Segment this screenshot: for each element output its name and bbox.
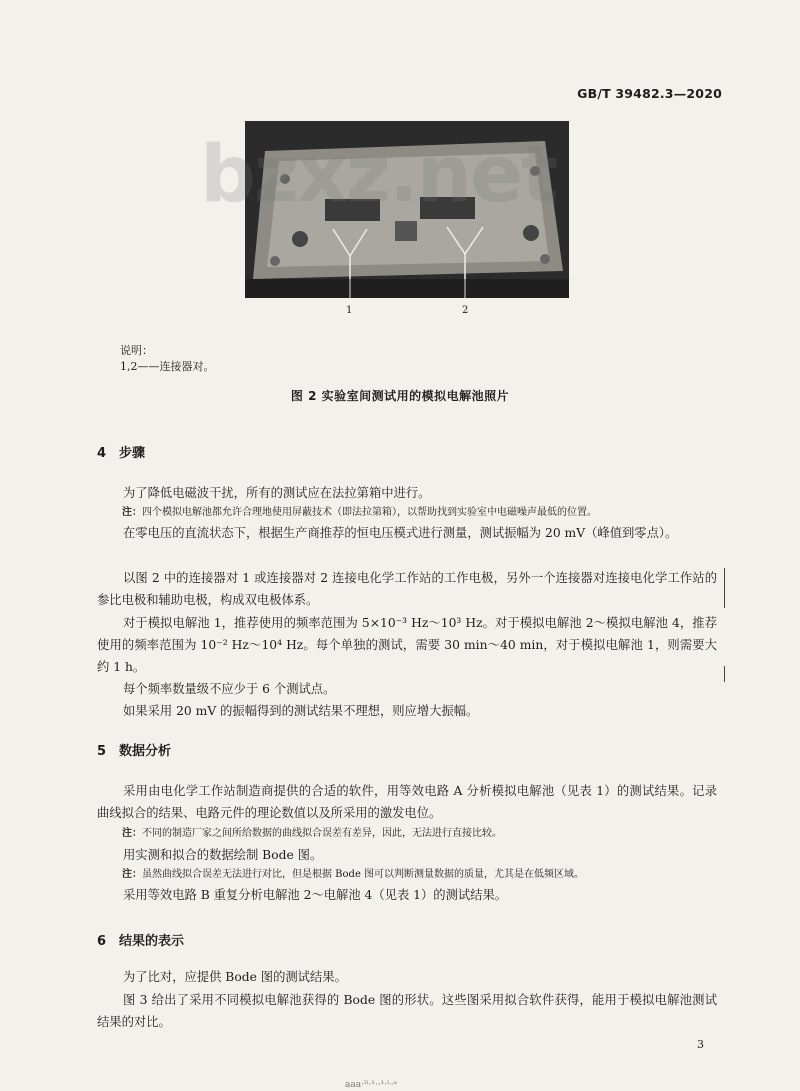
note-label: 注： (122, 828, 142, 839)
paragraph: 用实测和拟合的数据绘制 Bode 图。 (123, 848, 323, 862)
footer-scribble: ааа·ᴵˡ·¹··¹·ᴸ·ᵃ (345, 1080, 398, 1090)
note-text: 四个模拟电解池都允许合理地使用屏蔽技术（即法拉第箱），以帮助找到实验室中电磁噪声最低的位置。 (142, 507, 597, 518)
paragraph: 每个频率数量级不应少于 6 个测试点。 (123, 682, 336, 696)
note-label: 注： (122, 869, 142, 880)
figure-caption: 图 2 实验室间测试用的模拟电解池照片 (290, 389, 510, 403)
figure-legend-item: 1,2——连接器对。 (120, 360, 215, 373)
paragraph: 在零电压的直流状态下，根据生产商推荐的恒电压模式进行测量，测试振幅为 20 mV（峰值到零点）。 (123, 526, 678, 540)
standard-code: GB/T 39482.3—2020 (577, 86, 722, 101)
section-number: 5 (97, 744, 107, 759)
section-title: 结果的表示 (119, 934, 185, 949)
note (122, 826, 722, 842)
revision-bar (724, 568, 725, 608)
paragraph: 如果采用 20 mV 的振幅得到的测试结果不理想，则应增大振幅。 (123, 704, 479, 718)
section-title: 步骤 (119, 446, 146, 461)
paragraph: 采用等效电路 B 重复分析电解池 2～电解池 4（见表 1）的测试结果。 (123, 888, 508, 902)
paragraph: 为了比对，应提供 Bode 图的测试结果。 (123, 970, 347, 984)
paragraph: 以图 2 中的连接器对 1 或连接器对 2 连接电化学工作站的工作电极，另外一个连接器对连接电化学工作站的参比电极和辅助电极，构成双电极体系。 (97, 571, 717, 607)
section-number: 6 (97, 934, 107, 949)
note (122, 505, 722, 521)
connector-label-2: 2 (462, 305, 469, 316)
revision-bar (724, 666, 725, 682)
page-number: 3 (697, 1038, 704, 1051)
section-6-heading (97, 930, 184, 949)
note (122, 867, 722, 883)
paragraph: 对于模拟电解池 1，推荐使用的频率范围为 5×10⁻³ Hz～10³ Hz。对于模拟电解池 2～模拟电解池 4，推荐使用的频率范围为 10⁻² Hz～10⁴ Hz。每个单独的测试，需要 30 min～40 min，对于模拟电解池 1，则需要大约 1 h。 (97, 616, 717, 674)
note-label: 注： (122, 507, 142, 518)
paragraph: 图 3 给出了采用不同模拟电解池获得的 Bode 图的形状。这些图采用拟合软件获得，能用于模拟电解池测试结果的对比。 (97, 993, 717, 1029)
watermark: bzxz.net (200, 130, 557, 220)
note-text: 不同的制造厂家之间所给数据的曲线拟合误差有差异，因此，无法进行直接比较。 (142, 828, 502, 839)
figure-legend-title: 说明： (120, 344, 153, 357)
section-number: 4 (97, 446, 107, 461)
paragraph: 为了降低电磁波干扰，所有的测试应在法拉第箱中进行。 (123, 486, 431, 500)
paragraph: 采用由电化学工作站制造商提供的合适的软件，用等效电路 A 分析模拟电解池（见表 1）的测试结果。记录曲线拟合的结果、电路元件的理论数值以及所采用的激发电位。 (97, 784, 717, 820)
section-title: 数据分析 (119, 744, 172, 759)
section-5-heading (97, 740, 171, 759)
section-4-heading (97, 442, 145, 461)
connector-label-1: 1 (346, 305, 353, 316)
note-text: 虽然曲线拟合误差无法进行对比，但是根据 Bode 图可以判断测量数据的质量，尤其是在低频区域。 (142, 869, 585, 880)
